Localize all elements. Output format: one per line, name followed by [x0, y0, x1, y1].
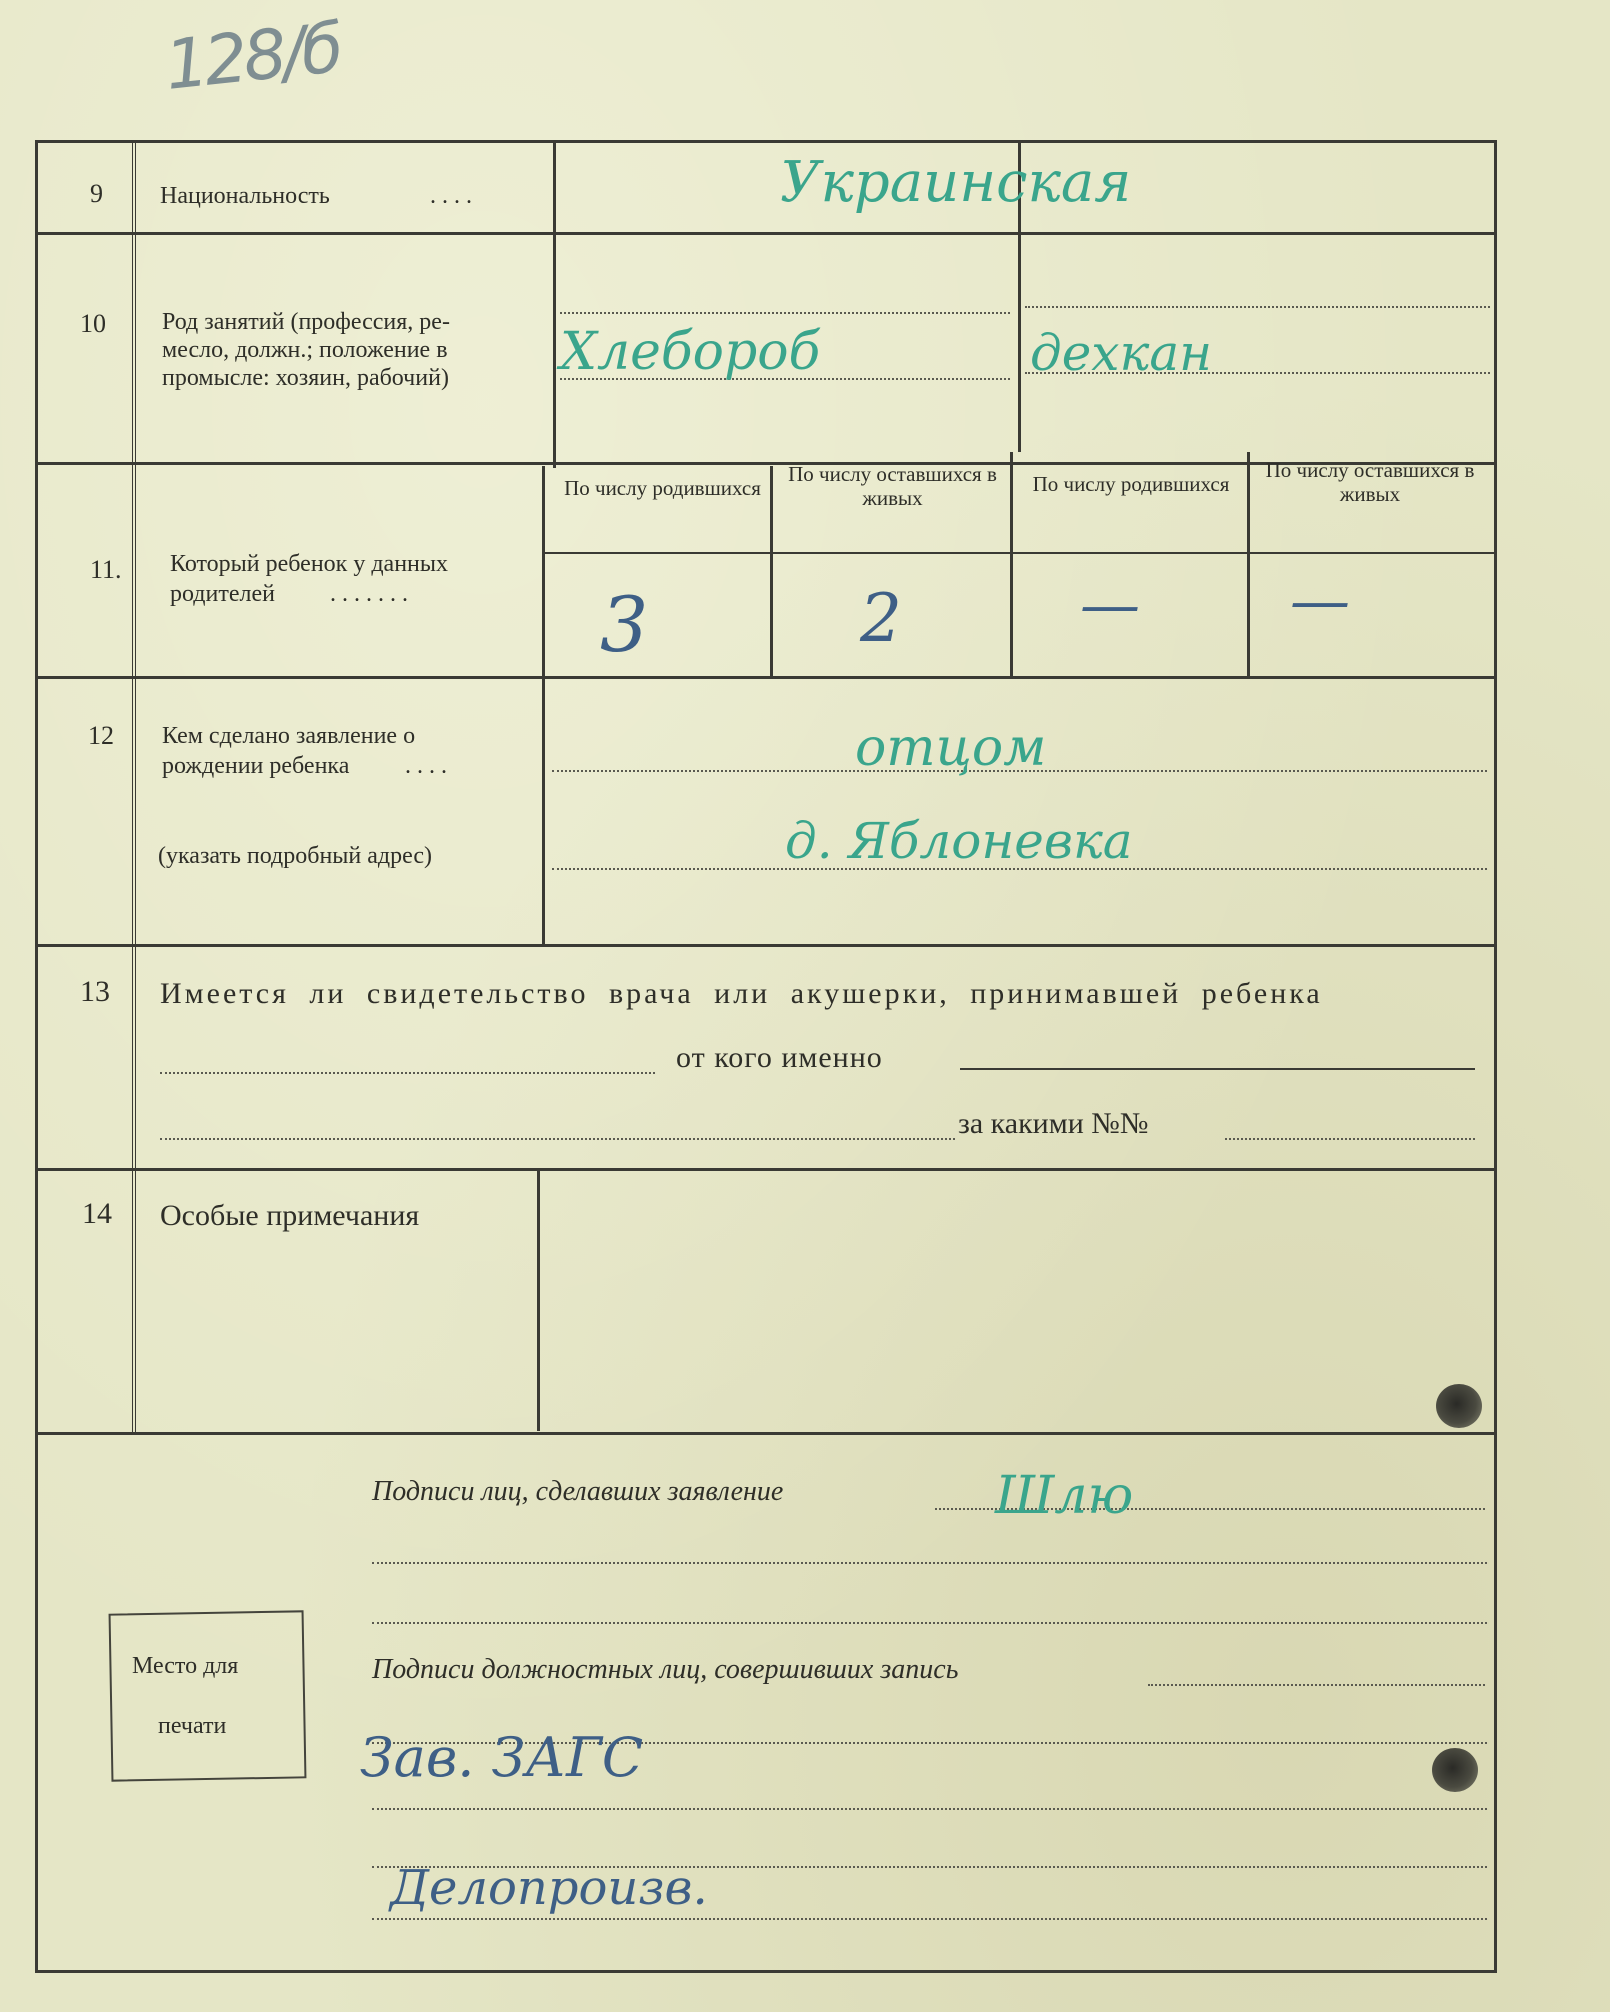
r11-divider-1 — [770, 466, 773, 676]
applicants-signature-label: Подписи лиц, сделавших заявление — [372, 1476, 784, 1507]
row-13-from-whom: от кого именно — [676, 1041, 883, 1074]
declarant-value: отцом — [855, 718, 1047, 778]
row-13-line-2 — [960, 1068, 1475, 1070]
sig-dotline-6 — [372, 1808, 1487, 1810]
stamp-placeholder-box — [109, 1610, 307, 1781]
row-12-dots: . . . . — [405, 753, 447, 779]
sig-dotline-3 — [372, 1622, 1487, 1624]
row-9-number: 9 — [90, 179, 103, 208]
r11-header-1: По числу родившихся — [564, 476, 761, 500]
officials-signature-label: Подписи должностных лиц, совершивших запись — [372, 1654, 959, 1685]
r11-divider-2 — [1010, 452, 1013, 676]
row-11-label-line-1: Который ребенок у данных — [170, 551, 449, 577]
row-12-label-line-2: рождении ребенка — [162, 753, 350, 779]
occupation-mother: дехкан — [1030, 324, 1213, 382]
r11-value-alive-mother: — — [1290, 566, 1350, 636]
binding-hole-top — [1436, 1384, 1482, 1428]
sig-dotline-8 — [372, 1918, 1487, 1920]
r11-header-3: По числу родившихся — [1032, 472, 1230, 496]
row-13-dotline-3 — [160, 1138, 955, 1140]
row-11-number: 11. — [90, 555, 122, 584]
r11-value-alive-father: 2 — [860, 580, 902, 657]
nationality-value: Украинская — [780, 150, 1132, 215]
r11-header-2: По числу оставшихся в живых — [788, 462, 997, 510]
row-10-dotline-1 — [560, 312, 1010, 314]
archive-number: 128/б — [161, 9, 344, 106]
row-12-label-line-1: Кем сделано заявление о — [162, 723, 416, 749]
sig-dotline-4 — [1148, 1684, 1485, 1686]
row-11-dots: . . . . . . . — [330, 581, 408, 607]
num-col-divider — [132, 142, 140, 1432]
declarant-address-value: д. Яблоневка — [785, 812, 1133, 870]
r11-value-born-father: 3 — [600, 580, 649, 669]
row-line-14 — [35, 1432, 1497, 1435]
row-14-label: Особые примечания — [160, 1199, 420, 1232]
official-signature-1: Зав. ЗАГС — [360, 1726, 644, 1789]
stamp-label-line-1: Место для — [132, 1653, 239, 1679]
row-13-number: 13 — [80, 975, 110, 1008]
stamp-label-line-2: печати — [158, 1713, 227, 1739]
row-14-number: 14 — [82, 1197, 112, 1230]
row-line-13 — [35, 1168, 1497, 1171]
row-13-question: Имеется ли свидетельство врача или акушерки, принимавшей ребенка — [160, 977, 1323, 1010]
row-12-address-label: (указать подробный адрес) — [158, 843, 433, 869]
row-12-number: 12 — [88, 721, 114, 750]
label-col-divider-mid — [542, 466, 545, 946]
r11-divider-3 — [1247, 452, 1250, 676]
official-signature-2: Делопроизв. — [390, 1860, 708, 1916]
label-col-divider-top — [553, 142, 556, 468]
row-line-11 — [35, 676, 1497, 679]
row-11-label-line-2: родителей — [170, 581, 275, 607]
row-line-12 — [35, 944, 1497, 947]
row-10-label-line-2: месло, должн.; положение в — [162, 337, 448, 363]
row-10-label-line-1: Род занятий (профессия, ре- — [162, 309, 450, 335]
r11-header-4: По числу оставшихся в живых — [1265, 458, 1475, 506]
row-10-dotline-3 — [1025, 306, 1490, 308]
row-line-9 — [35, 232, 1497, 235]
sig-dotline-2 — [372, 1562, 1487, 1564]
r11-header-line — [542, 552, 1497, 554]
applicant-signature: Шлю — [995, 1466, 1134, 1526]
row-13-dotline-1 — [160, 1072, 655, 1074]
row-10-label-line-3: промысле: хозяин, рабочий) — [162, 365, 449, 391]
binding-hole-bottom — [1432, 1748, 1478, 1792]
row-10-number: 10 — [80, 309, 106, 338]
row-13-dotline-4 — [1225, 1138, 1475, 1140]
occupation-father: Хлебороб — [560, 322, 821, 382]
row-9-label: Национальность — [160, 183, 330, 209]
r11-value-born-mother: — — [1080, 570, 1140, 640]
label-col-divider-bottom — [537, 1168, 540, 1431]
row-9-dots: . . . . — [430, 183, 472, 209]
row-13-numbers: за какими №№ — [958, 1107, 1149, 1140]
